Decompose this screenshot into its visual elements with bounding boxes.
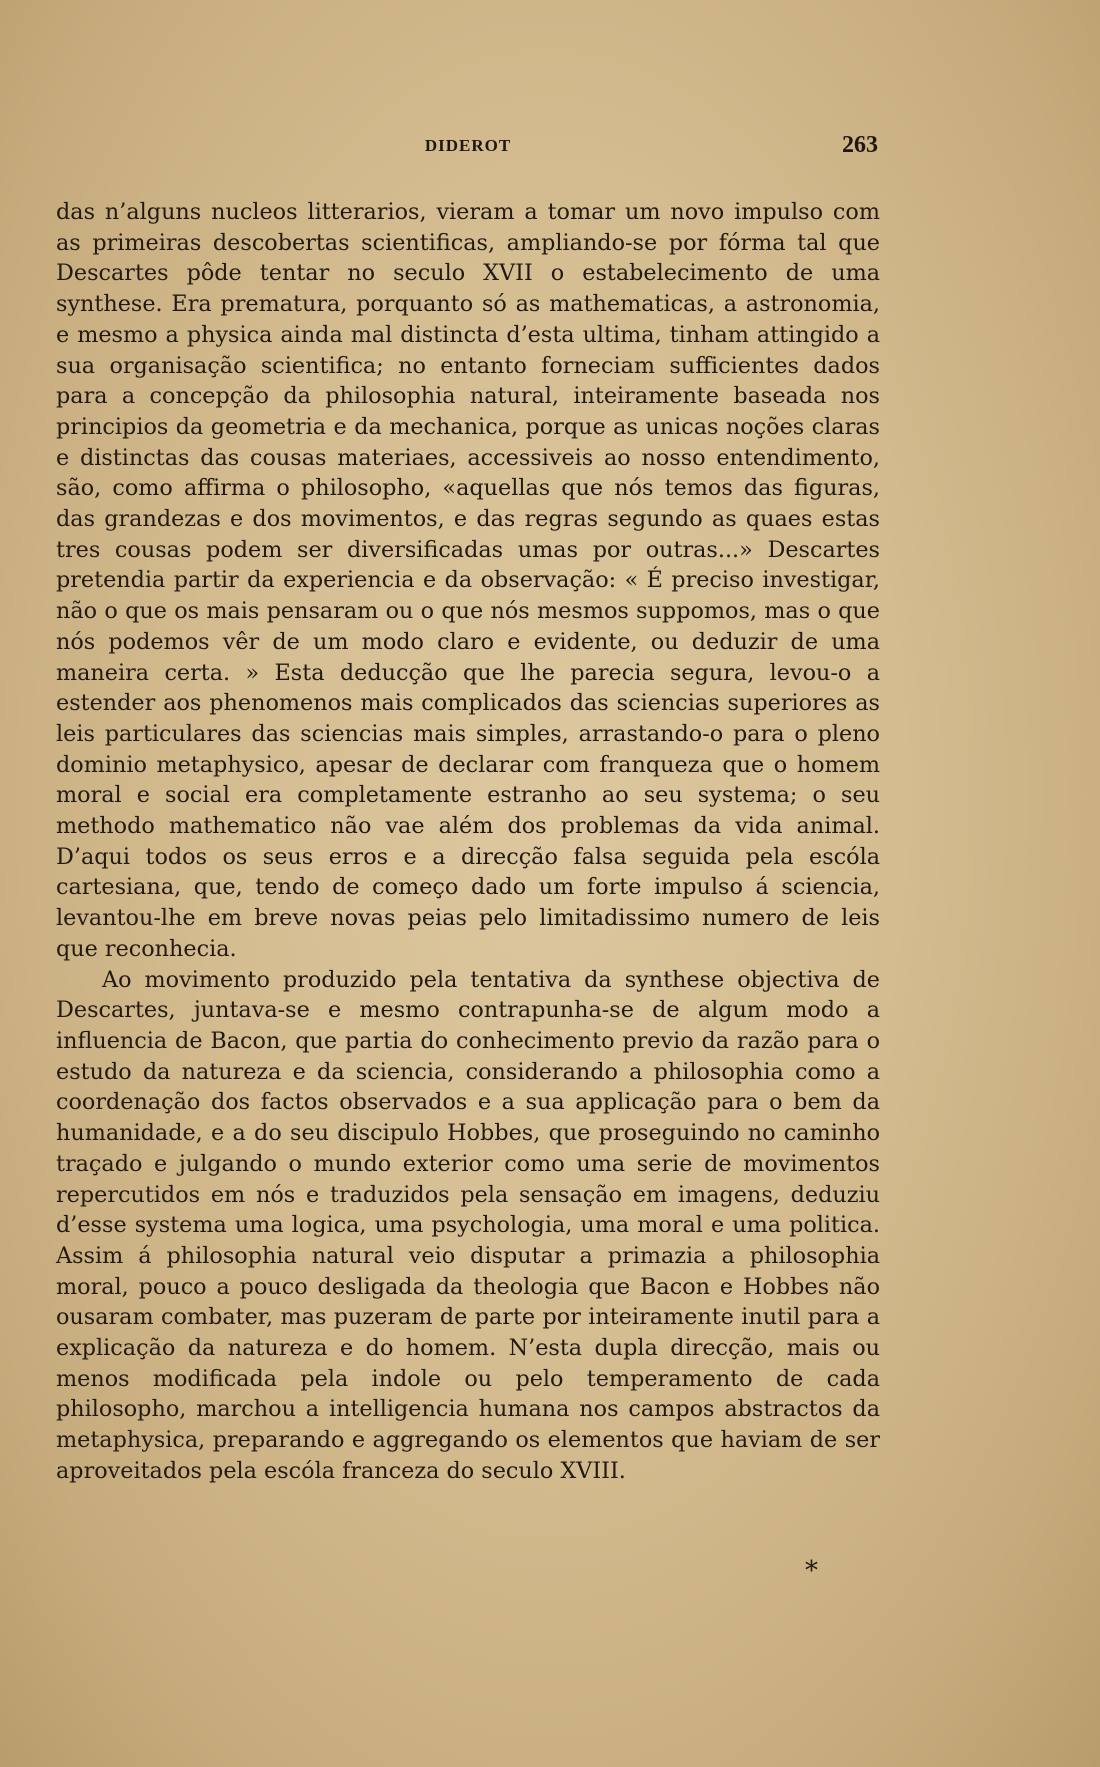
section-end-asterisk: * <box>805 1556 818 1586</box>
page-number: 263 <box>842 132 878 158</box>
body-text <box>56 197 880 1487</box>
paragraph-2: Ao movimento produzido pela tentativa da synthese objectiva de Descartes, juntava-se e mesmo contrapunha-se de algum modo a influencia de Bacon, que partia do conhecimento previo da razão para o estudo da natureza e da sciencia, considerando a philosophia como a coordenação dos factos observados e a sua applicação para o bem da humanidade, e a do seu discipulo Hobbes, que proseguindo no caminho traçado e julgando o mundo exterior como uma serie de movimentos repercutidos em nós e traduzidos pela sensação em imagens, deduziu d’esse systema uma logica, uma psychologia, uma moral e uma politica. Assim á philosophia natural veio disputar a primazia a philosophia moral, pouco a pouco desligada da theologia que Bacon e Hobbes não ousaram combater, mas puzeram de parte por inteiramente inutil para a explicação da natureza e do homem. N’esta dupla direcção, mais ou menos modificada pela indole ou pelo temperamento de cada philosopho, marchou a intelligencia humana nos campos abstractos da metaphysica, preparando e aggregando os elementos que haviam de ser aproveitados pela escóla franceza do seculo XVIII. <box>56 966 880 1484</box>
page-header <box>58 132 878 162</box>
running-title: DIDEROT <box>424 136 512 155</box>
paragraph-1: das n’alguns nucleos litterarios, vieram a tomar um novo impulso com as primeiras descobertas scientificas, ampliando-se por fórma tal que Descartes pôde tentar no seculo XVII o estabelecimento de uma synthese. Era prematura, porquanto só as mathematicas, a astronomia, e mesmo a physica ainda mal distincta d’esta ultima, tinham attingido a sua organisação scientifica; no entanto forneciam sufficientes dados para a concepção da philosophia natural, inteiramente baseada nos principios da geometria e da mechanica, porque as unicas noções claras e distinctas das cousas materiaes, accessiveis ao nosso entendimento, são, como affirma o philosopho, «aquellas que nós temos das figuras, das grandezas e dos movimentos, e das regras segundo as quaes estas tres cousas podem ser diversificadas umas por outras...» Descartes pretendia partir da experiencia e da observação: « É preciso investigar, não o que os mais pensaram ou o que nós mesmos suppomos, mas o que nós podemos vêr de um modo claro e evidente, ou deduzir de uma maneira certa. » Esta deducção que lhe parecia segura, levou-o a estender aos phenomenos mais complicados das sciencias superiores as leis particulares das sciencias mais simples, arrastando-o para o pleno dominio metaphysico, apesar de declarar com franqueza que o homem moral e social era completamente estranho ao seu systema; o seu methodo mathematico não vae além dos problemas da vida animal. D’aqui todos os seus erros e a direcção falsa seguida pela escóla cartesiana, que, tendo de começo dado um forte impulso á sciencia, levantou-lhe em breve novas peias pelo limitadissimo numero de leis que reconhecia. <box>56 199 880 962</box>
